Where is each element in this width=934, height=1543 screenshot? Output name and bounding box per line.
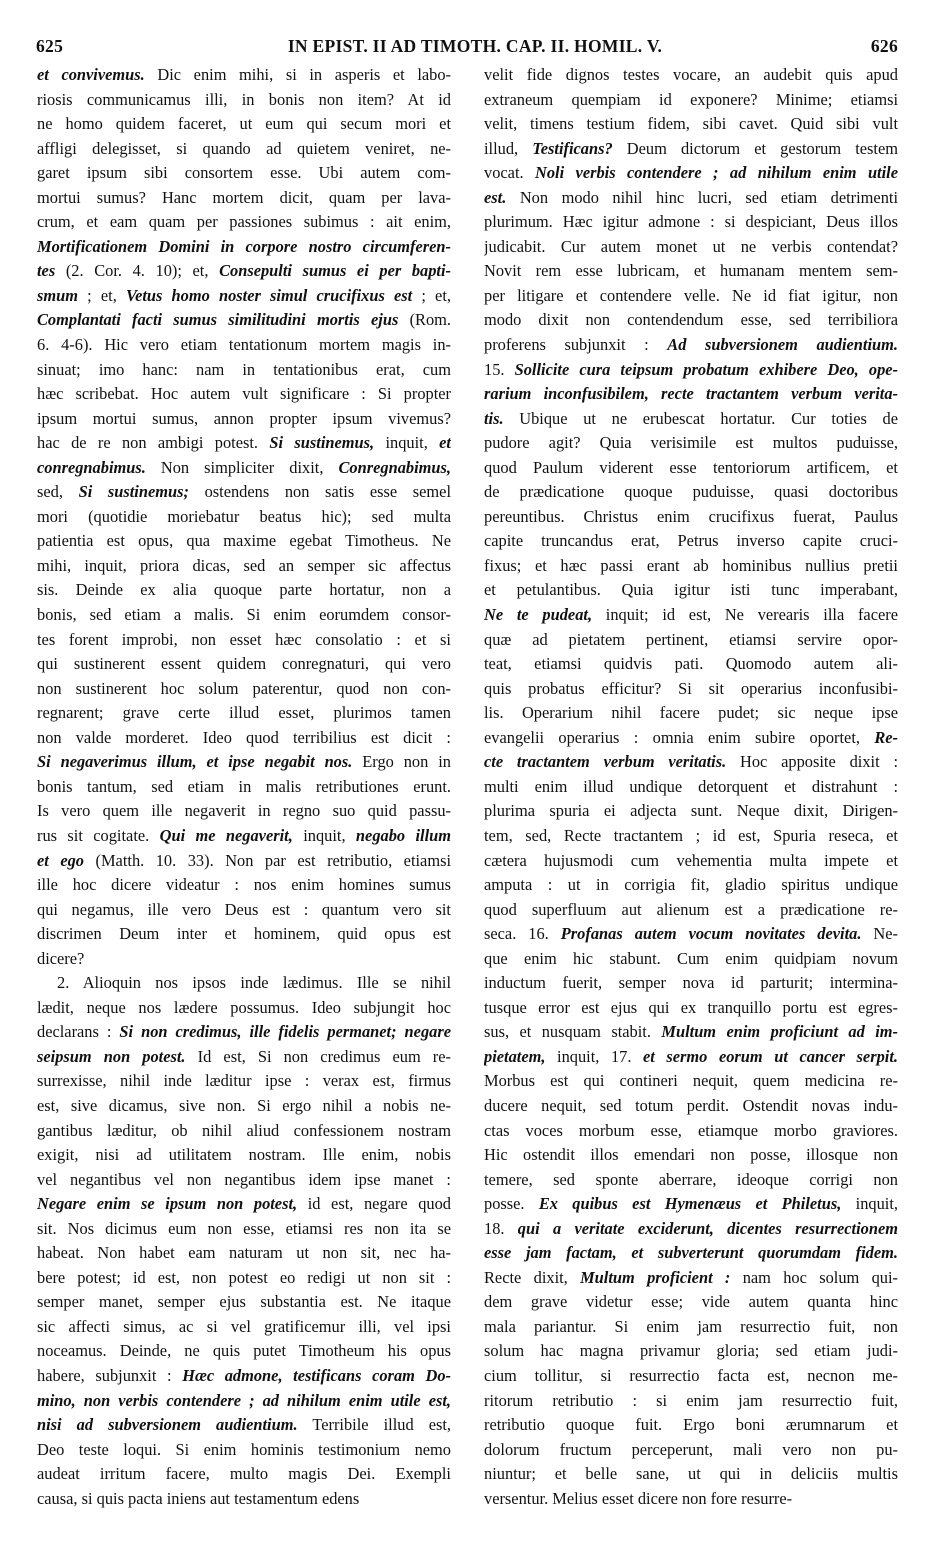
- text-run: hac de re non ambigi potest.: [37, 433, 270, 453]
- text-run: sit. Nos dicimus eum non esse, etiamsi res non ita se: [37, 1218, 451, 1238]
- text-run: Ne-: [861, 924, 898, 944]
- text-line: [37, 1339, 451, 1364]
- text-line: [484, 456, 898, 481]
- text-run: ipsum mortui sumus, annon propter ipsum vivemus?: [37, 408, 451, 428]
- text-line: [484, 1045, 898, 1070]
- text-line: [484, 996, 898, 1021]
- text-run: inquit,: [374, 433, 440, 453]
- text-run: temere, sed sponte aberrare, ideoque corrigi non: [484, 1169, 898, 1189]
- text-line: [484, 358, 898, 383]
- scripture-quote: qui a veritate exciderunt, dicentes resurrectionem: [517, 1218, 898, 1238]
- text-run: dem grave videtur esse; vide autem quanta hinc: [484, 1292, 898, 1312]
- scripture-quote: et sermo eorum ut cancer serpit.: [643, 1046, 898, 1066]
- text-line: [37, 996, 451, 1021]
- text-line: [37, 1462, 451, 1487]
- text-run: velit, timens testium fidem, sibi cavet. Quid sibi vult: [484, 114, 898, 134]
- text-run: cætera hujusmodi cum vehementia multa impete et: [484, 850, 898, 870]
- scripture-quote: est.: [484, 187, 507, 207]
- text-line: [37, 1266, 451, 1291]
- text-line: [484, 1266, 898, 1291]
- text-line: [37, 1020, 451, 1045]
- text-run: Morbus est qui contineri nequit, quem medicina re-: [484, 1071, 898, 1091]
- text-run: Terribile illud est,: [297, 1415, 451, 1435]
- scripture-quote: Consepulti sumus ei per bapti-: [219, 261, 451, 281]
- scripture-quote: Multum proficient :: [580, 1267, 731, 1287]
- text-line: [484, 112, 898, 137]
- text-line: [37, 480, 451, 505]
- text-line: [484, 873, 898, 898]
- scripture-quote: Mortificationem Domini in corpore nostro circumferen-: [37, 236, 451, 256]
- scripture-quote: Noli verbis contendere ; ad nihilum enim utile: [535, 163, 898, 183]
- text-run: inquit, 17.: [545, 1046, 643, 1066]
- page-number-right: 626: [870, 36, 898, 56]
- text-line: [37, 1438, 451, 1463]
- text-run: sinuat; imo hanc: nam in tentationibus erat, cum: [37, 359, 451, 379]
- text-run: modo dixit non contendendum esse, sed terribiliora: [484, 310, 898, 330]
- text-run: qui sustinerent essent quidem conregnaturi, qui vero: [37, 654, 451, 674]
- text-line: [37, 235, 451, 260]
- text-line: [484, 161, 898, 186]
- text-line: [37, 578, 451, 603]
- text-run: ctas voces morbum esse, etiamque morbo graviores.: [484, 1120, 898, 1140]
- scripture-quote: cte tractantem verbum veritatis.: [484, 752, 727, 772]
- text-run: qui negamus, ille vero Deus est : quantum vero sit: [37, 899, 451, 919]
- text-run: que enim hic stabunt. Cum enim quidpiam novum: [484, 948, 898, 968]
- text-run: judicabit. Cur autem monet ut ne verbis contendat?: [484, 236, 898, 256]
- text-run: rus sit cogitate.: [37, 825, 160, 845]
- page-number-left: 625: [36, 36, 64, 56]
- text-line: [37, 382, 451, 407]
- text-line: [484, 480, 898, 505]
- text-line: [484, 1339, 898, 1364]
- scripture-quote: tis.: [484, 408, 504, 428]
- text-run: garet ipsum sibi consortem esse. Ubi autem com-: [37, 163, 451, 183]
- text-line: [484, 1241, 898, 1266]
- text-line: [484, 922, 898, 947]
- text-run: riosis communicamus illi, in bonis non item? At id: [37, 89, 451, 109]
- scripture-quote: pietatem,: [484, 1046, 546, 1066]
- text-run: 2. Alioquin nos ipsos inde lædimus. Ille se nihil: [57, 973, 451, 993]
- text-run: mala pariantur. Si enim jam resurrectio fuit, non: [484, 1316, 898, 1336]
- text-line: [484, 1119, 898, 1144]
- text-line: [484, 750, 898, 775]
- text-line: [484, 407, 898, 432]
- text-line: [37, 701, 451, 726]
- text-line: [484, 824, 898, 849]
- text-line: [37, 358, 451, 383]
- scripture-quote: Testificans?: [532, 138, 613, 158]
- text-run: niuntur; et belle sane, ut qui in deliciis multis: [484, 1464, 898, 1484]
- text-run: teat, etiamsi quidvis pati. Quomodo autem ali-: [484, 654, 898, 674]
- text-line: [484, 1192, 898, 1217]
- text-line: [37, 971, 451, 996]
- text-line: [484, 1168, 898, 1193]
- text-run: multi enim illud undique detorquent et distrahunt :: [484, 776, 898, 796]
- scripture-quote: Si non credimus, ille fidelis permanet; negare: [119, 1022, 451, 1042]
- text-run: discrimen Deum inter et hominem, quid opus est: [37, 924, 451, 944]
- text-run: Deo teste loqui. Si enim hominis testimonium nemo: [37, 1439, 451, 1459]
- text-line: [484, 971, 898, 996]
- text-run: ; et,: [412, 285, 451, 305]
- text-line: [37, 726, 451, 751]
- text-line: [484, 628, 898, 653]
- text-run: bonis tantum, sed etiam in malis retributiones erunt.: [37, 776, 451, 796]
- text-run: ducere nequit, sed totum perdit. Ostendit novas indu-: [484, 1095, 898, 1115]
- text-run: ille hoc dicere videatur : nos enim homines sumus: [37, 875, 451, 895]
- text-line: [484, 1462, 898, 1487]
- text-line: [37, 1069, 451, 1094]
- text-run: inquit,: [292, 825, 356, 845]
- text-line: [37, 824, 451, 849]
- text-line: [484, 578, 898, 603]
- text-line: [484, 235, 898, 260]
- text-run: pudore agit? Quia verisimile est multos puduisse,: [484, 433, 898, 453]
- text-line: [484, 652, 898, 677]
- text-run: Id est, Si non credimus eum re-: [185, 1046, 451, 1066]
- text-line: [484, 775, 898, 800]
- text-run: patientia est opus, qua maxime egebat Timotheus. Ne: [37, 531, 451, 551]
- text-line: [37, 1192, 451, 1217]
- text-line: [484, 799, 898, 824]
- text-line: [37, 210, 451, 235]
- text-line: [37, 652, 451, 677]
- text-run: vocat.: [484, 163, 535, 183]
- text-run: habeat. Non habet eam naturam ut non sit, nec ha-: [37, 1243, 451, 1263]
- scripture-quote: Hæc admone, testificans coram Do-: [182, 1365, 451, 1385]
- scripture-quote: Profanas autem vocum novitates devita.: [560, 924, 862, 944]
- text-run: et petulantibus. Quia igitur isti tunc imperabant,: [484, 580, 898, 600]
- text-run: Is vero quem ille negaverit in regno suo quid passu-: [37, 801, 451, 821]
- text-line: [37, 1045, 451, 1070]
- scripture-quote: nisi ad subversionem audientium.: [37, 1415, 298, 1435]
- text-line: [484, 1487, 898, 1512]
- text-line: [37, 161, 451, 186]
- text-run: mihi, inquit, priora dicas, sed an semper sic affectus: [37, 555, 451, 575]
- text-line: [37, 529, 451, 554]
- scripture-quote: tes: [37, 261, 56, 281]
- text-run: mortui sumus? Hanc mortem dicit, quam per lava-: [37, 187, 451, 207]
- text-line: [37, 407, 451, 432]
- text-line: [484, 137, 898, 162]
- scripture-quote: Si sustinemus;: [78, 482, 189, 502]
- text-run: inquit; id est, Ne verearis illa facere: [592, 605, 898, 625]
- text-line: [37, 431, 451, 456]
- text-line: [37, 1241, 451, 1266]
- text-run: (2. Cor. 4. 10); et,: [55, 261, 220, 281]
- text-run: surrexisse, nihil inde læditur ipse : verax est, firmus: [37, 1071, 451, 1091]
- text-run: crum, et eam quam per passiones subimus : ait enim,: [37, 212, 451, 232]
- text-line: [37, 677, 451, 702]
- text-column-left: [37, 63, 451, 1533]
- text-run: vel negantibus vel non negantibus idem ipse manet :: [37, 1169, 451, 1189]
- scripture-quote: negabo illum: [355, 825, 451, 845]
- text-run: inductum fuerit, semper nova id parturit; intermina-: [484, 973, 898, 993]
- text-line: [37, 775, 451, 800]
- text-line: [37, 88, 451, 113]
- text-run: retributio quoque fuit. Ergo boni ærumnarum et: [484, 1415, 898, 1435]
- text-run: regnarent; grave certe illud esset, plurimos tamen: [37, 703, 451, 723]
- text-line: [484, 382, 898, 407]
- text-line: [484, 210, 898, 235]
- scripture-quote: Multum enim proficiunt ad im-: [661, 1022, 898, 1042]
- scripture-quote: Si negaverimus illum, et ipse negabit nos.: [37, 752, 353, 772]
- scripture-quote: Qui me negaverit,: [159, 825, 293, 845]
- scripture-quote: esse jam factam, et subverterunt quorumdam fidem.: [484, 1243, 898, 1263]
- text-run: sed,: [37, 482, 79, 502]
- text-run: quis probatus efficitur? Si sit operarius inconfusibi-: [484, 678, 898, 698]
- text-run: Novit rem esse lubricam, et humanam mentem sem-: [484, 261, 898, 281]
- text-line: [37, 63, 451, 88]
- text-line: [484, 308, 898, 333]
- scripture-quote: mino, non verbis contendere ; ad nihilum enim utile est,: [37, 1390, 451, 1410]
- text-line: [484, 726, 898, 751]
- text-run: gantibus læditur, ob nihil aliud confessionem nostram: [37, 1120, 451, 1140]
- text-run: Hoc apposite dixit :: [726, 752, 898, 772]
- text-line: [37, 308, 451, 333]
- text-line: [484, 554, 898, 579]
- scripture-quote: seipsum non potest.: [37, 1046, 186, 1066]
- text-line: [484, 1438, 898, 1463]
- text-run: sic affecti simus, ac si vel gratificemur illi, vel ipsi: [37, 1316, 451, 1336]
- text-line: [37, 898, 451, 923]
- text-line: [37, 186, 451, 211]
- scripture-quote: Re-: [874, 727, 898, 747]
- scripture-quote: rarium inconfusibilem, recte tractantem verbum verita-: [484, 384, 898, 404]
- text-line: [484, 333, 898, 358]
- text-run: proferens subjunxit :: [484, 335, 668, 355]
- text-run: de prædicatione quoque puduisse, quasi doctoribus: [484, 482, 898, 502]
- text-run: noceamus. Deinde, ne quis putet Timotheum his opus: [37, 1341, 451, 1361]
- text-line: [484, 603, 898, 628]
- text-line: [484, 1217, 898, 1242]
- text-line: [37, 259, 451, 284]
- text-run: capite truncandus erat, Petrus inverso capite cruci-: [484, 531, 898, 551]
- text-run: illud,: [484, 138, 533, 158]
- text-line: [37, 554, 451, 579]
- text-line: [37, 1290, 451, 1315]
- text-run: Dic enim mihi, si in asperis et labo-: [144, 65, 451, 84]
- text-line: [37, 1094, 451, 1119]
- running-title: IN EPIST. II AD TIMOTH. CAP. II. HOMIL. V.: [287, 36, 663, 56]
- scripture-quote: et: [439, 433, 451, 453]
- text-run: per litigare et contendere velle. Ne id fiat igitur, non: [484, 285, 898, 305]
- scripture-quote: Negare enim se ipsum non potest,: [37, 1194, 298, 1214]
- text-run: audeat irritum facere, multo magis Dei. Exempli: [37, 1464, 451, 1484]
- text-run: affligi delegisset, si quando ad quietem veniret, ne-: [37, 138, 451, 158]
- text-line: [484, 1315, 898, 1340]
- text-run: tem, sed, Recte tractantem ; id est, Spuria reseca, et: [484, 825, 898, 845]
- text-line: [484, 259, 898, 284]
- text-line: [484, 186, 898, 211]
- text-line: [484, 1094, 898, 1119]
- text-line: [37, 1487, 451, 1512]
- scripture-quote: Ad subversionem audientium.: [667, 335, 898, 355]
- text-line: [37, 112, 451, 137]
- text-run: exigit, nisi ad utilitatem nostram. Ille enim, nobis: [37, 1145, 451, 1165]
- text-line: [37, 333, 451, 358]
- text-run: Ubique ut ne erubescat hortatur. Cur toties de: [503, 408, 898, 428]
- text-line: [37, 799, 451, 824]
- text-run: fixus; et hæc passi erant ab hominibus nullius pretii: [484, 555, 898, 575]
- text-run: quod superfluum aut alienum est a prædicatione re-: [484, 899, 898, 919]
- scripture-quote: et ego: [37, 850, 85, 870]
- text-line: [37, 922, 451, 947]
- scripture-quote: Complantati facti sumus similitudini mortis ejus: [37, 310, 399, 330]
- text-line: [484, 505, 898, 530]
- text-run: inquit,: [841, 1194, 898, 1214]
- text-line: [484, 63, 898, 88]
- text-run: est, sive dicamus, sive non. Si ergo nihil a nobis ne-: [37, 1095, 451, 1115]
- text-run: bonis, sed etiam a malis. Si enim eorumdem consor-: [37, 605, 451, 625]
- text-run: declarans :: [37, 1022, 120, 1042]
- text-run: sus, et nusquam stabit.: [484, 1022, 662, 1042]
- text-run: ; et,: [78, 285, 126, 305]
- text-line: [484, 529, 898, 554]
- text-run: non sustinerent hoc solum paterentur, quod non con-: [37, 678, 451, 698]
- text-line: [484, 1020, 898, 1045]
- text-line: [484, 701, 898, 726]
- text-line: [37, 1389, 451, 1414]
- text-line: [37, 1143, 451, 1168]
- scripture-quote: Vetus homo noster simul crucifixus est: [125, 285, 413, 305]
- text-line: [37, 873, 451, 898]
- text-line: [484, 947, 898, 972]
- text-line: [484, 88, 898, 113]
- text-run: Hic ostendit illos emendari non posse, illosque non: [484, 1145, 898, 1165]
- text-line: [37, 849, 451, 874]
- text-run: hæc scribebat. Hoc autem vult significare : Si propter: [37, 384, 451, 404]
- text-run: Ergo non in: [352, 752, 451, 772]
- scripture-quote: Si sustinemus,: [269, 433, 375, 453]
- text-line: [37, 628, 451, 653]
- text-run: dicere?: [37, 948, 85, 968]
- text-run: posse.: [484, 1194, 539, 1214]
- text-run: tusque error est ejus qui ex tranquillo portu est egres-: [484, 997, 898, 1017]
- text-run: quod Paulum viderent esse tentoriorum artificem, et: [484, 457, 898, 477]
- text-line: [37, 1119, 451, 1144]
- text-line: [484, 431, 898, 456]
- text-run: Non modo nihil hinc lucri, sed etiam detrimenti: [506, 187, 898, 207]
- text-line: [37, 456, 451, 481]
- text-column-right: [484, 63, 898, 1533]
- text-line: [37, 505, 451, 530]
- text-line: [484, 1069, 898, 1094]
- text-run: 15.: [484, 359, 515, 379]
- text-line: [484, 1389, 898, 1414]
- text-line: [37, 1168, 451, 1193]
- text-run: amputa : ut in corrigia fit, gladio spiritus undique: [484, 875, 898, 895]
- text-run: velit fide dignos testes vocare, an audebit quis apud: [484, 65, 898, 84]
- text-run: lædit, neque nos lædere possumus. Ideo subjungit hoc: [37, 997, 451, 1017]
- text-run: bere potest; id est, non potest eo redigi ut non sit :: [37, 1267, 451, 1287]
- text-run: ne homo quidem faceret, ut eum qui secum mori et: [37, 114, 451, 134]
- text-run: mori (quotidie moriebatur beatus hic); sed multa: [37, 506, 451, 526]
- scripture-quote: smum: [37, 285, 78, 305]
- text-line: [484, 898, 898, 923]
- text-line: [484, 677, 898, 702]
- text-run: plurimum. Hæc igitur admone : si despiciant, Deus illos: [484, 212, 898, 232]
- text-run: non valde morderet. Ideo quod terribilius est dicit :: [37, 727, 451, 747]
- text-run: Recte dixit,: [484, 1267, 581, 1287]
- text-run: solum hac magna privamur gloria; sed etiam judi-: [484, 1341, 898, 1361]
- text-run: (Rom.: [398, 310, 451, 330]
- text-line: [37, 137, 451, 162]
- text-run: ritorum retributio : si enim jam resurrectio fuit,: [484, 1390, 898, 1410]
- text-line: [484, 1290, 898, 1315]
- text-line: [37, 750, 451, 775]
- text-line: [37, 1364, 451, 1389]
- text-run: dolorum fructum perceperunt, mali vero non pu-: [484, 1439, 898, 1459]
- text-run: habere, subjunxit :: [37, 1365, 183, 1385]
- scripture-quote: Conregnabimus,: [338, 457, 451, 477]
- scripture-quote: conregnabimus.: [37, 457, 146, 477]
- text-line: [484, 284, 898, 309]
- text-run: semper manet, semper ejus substantia est. Ne itaque: [37, 1292, 451, 1312]
- scripture-quote: et convivemus.: [37, 65, 145, 84]
- text-run: nam hoc solum qui-: [730, 1267, 898, 1287]
- text-run: cium tollitur, si resurrectio facta est, necnon me-: [484, 1365, 898, 1385]
- text-run: lis. Operarium nihil facere pudet; sic neque ipse: [484, 703, 898, 723]
- text-run: quæ ad pietatem pertinent, etiamsi servire opor-: [484, 629, 898, 649]
- text-run: ostendens non satis esse semel: [188, 482, 451, 502]
- text-run: sis. Deinde ex alia quoque parte hortatur, non a: [37, 580, 451, 600]
- text-line: [37, 603, 451, 628]
- text-line: [37, 1315, 451, 1340]
- text-line: [484, 1413, 898, 1438]
- text-line: [37, 1217, 451, 1242]
- text-run: id est, negare quod: [297, 1194, 451, 1214]
- text-run: 6. 4-6). Hic vero etiam tentationum mortem magis in-: [37, 335, 451, 355]
- text-run: seca. 16.: [484, 924, 561, 944]
- text-line: [37, 947, 451, 972]
- text-run: Deum dictorum et gestorum testem: [612, 138, 898, 158]
- scripture-quote: Sollicite cura teipsum probatum exhibere Deo, ope-: [514, 359, 898, 379]
- text-line: [484, 1143, 898, 1168]
- text-line: [484, 849, 898, 874]
- scripture-quote: Ne te pudeat,: [484, 605, 593, 625]
- text-run: Non simpliciter dixit,: [145, 457, 339, 477]
- text-run: extraneum quempiam id exponere? Minime; etiamsi: [484, 89, 898, 109]
- text-line: [37, 284, 451, 309]
- text-run: evangelii operarius : omnia enim subire oportet,: [484, 727, 875, 747]
- text-run: 18.: [484, 1218, 518, 1238]
- text-run: versentur. Melius esset dicere non fore resurre-: [484, 1488, 793, 1508]
- text-line: [484, 1364, 898, 1389]
- text-run: (Matth. 10. 33). Non par est retributio, etiamsi: [84, 850, 451, 870]
- text-run: causa, si quis pacta iniens aut testamentum edens: [37, 1488, 360, 1508]
- scripture-quote: Ex quibus est Hymenæus et Philetus,: [538, 1194, 842, 1214]
- text-run: plurima spuria ei adjecta sunt. Neque dixit, Dirigen-: [484, 801, 898, 821]
- text-run: tes forent improbi, non esset hæc consolatio : et si: [37, 629, 451, 649]
- text-run: pereuntibus. Christus enim crucifixus fuerat, Paulus: [484, 506, 898, 526]
- text-line: [37, 1413, 451, 1438]
